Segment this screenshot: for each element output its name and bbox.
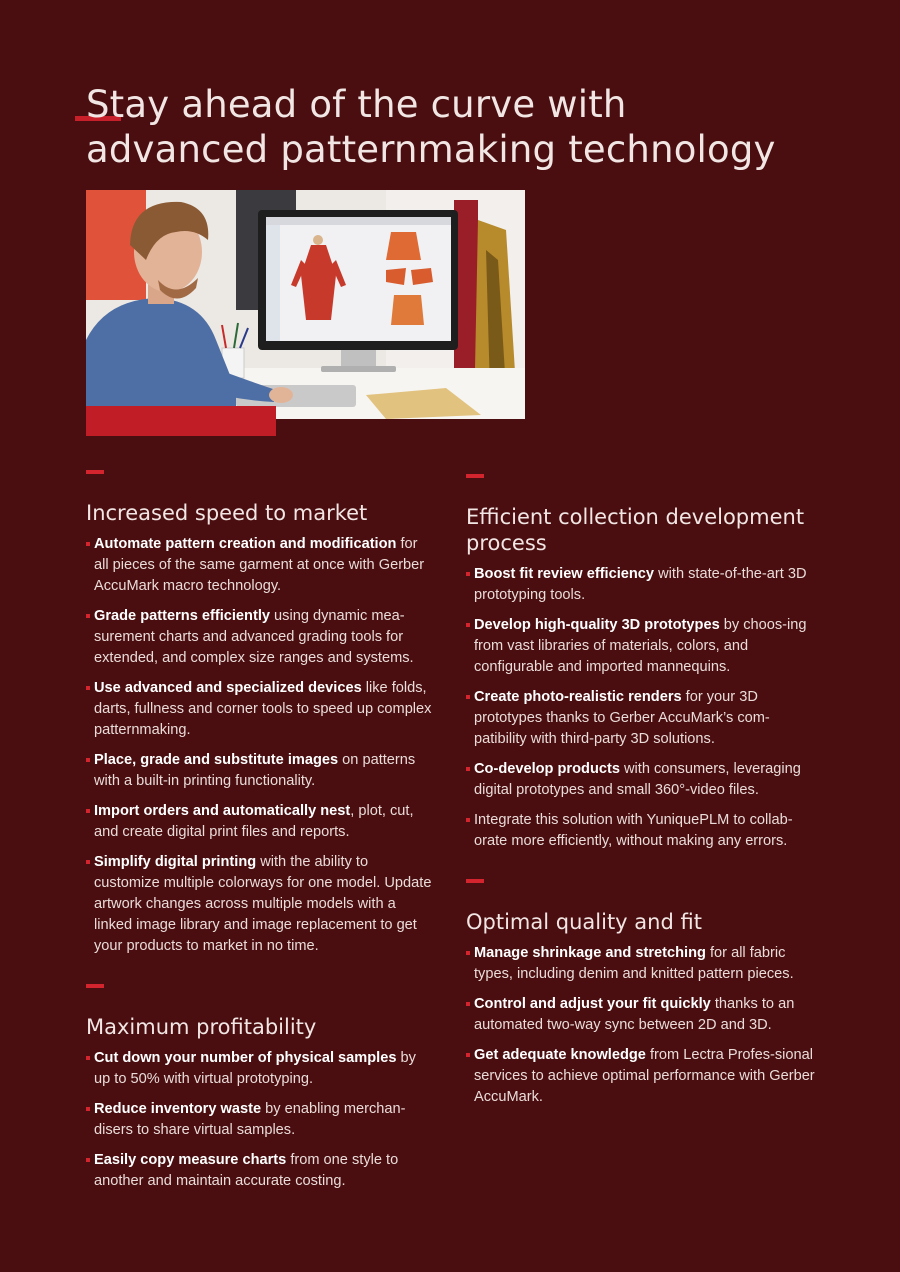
- bullet-text: thanks to an automated two-way sync between 2D and 3D.: [474, 996, 795, 1033]
- bullet-text: with state-of-the-art 3D prototyping tools.: [474, 566, 807, 603]
- list-item: [466, 687, 816, 750]
- bullet-text: for all pieces of the same garment at once with Gerber AccuMark macro technology.: [94, 536, 425, 594]
- bullet-bold: Use advanced and specialized devices: [94, 680, 362, 696]
- bullet-bold: Get adequate knowledge: [474, 1047, 646, 1063]
- list-item: [86, 1099, 436, 1141]
- section-title-collection: Efficient collection development process: [466, 505, 805, 555]
- bullet-text: with consumers, leveraging digital prototypes and small 360°-video files.: [474, 761, 801, 798]
- bullet-bold: Co-develop products: [474, 761, 620, 777]
- section-accent-bar: [466, 474, 484, 478]
- list-item: [86, 1048, 436, 1090]
- bullet-text: with the ability to customize multiple colorways for one model. Update artwork changes across multiple models with a linked image library and image replacement to get your products to market in no time.: [94, 854, 432, 954]
- page-title-line-1: Stay ahead of the curve with: [86, 83, 627, 126]
- list-item: [466, 1045, 816, 1108]
- bullet-bold: Grade patterns efficiently: [94, 608, 270, 624]
- bullet-bold: Import orders and automatically nest: [94, 803, 351, 819]
- section-title-profit: Maximum profitability: [86, 1015, 317, 1039]
- speed-bullet-list: [86, 534, 436, 957]
- bullet-bold: Manage shrinkage and stretching: [474, 945, 706, 961]
- left-column: [86, 470, 436, 1201]
- page-title-line-2: advanced patternmaking technology: [86, 128, 776, 171]
- list-item: [86, 606, 436, 669]
- bullet-bold: Automate pattern creation and modification: [94, 536, 397, 552]
- list-item: [466, 943, 816, 985]
- bullet-bold: Control and adjust your fit quickly: [474, 996, 711, 1012]
- section-title-speed: Increased speed to market: [86, 501, 368, 525]
- bullet-text: Integrate this solution with YuniquePLM to collab-orate more efficiently, without making any errors.: [474, 812, 793, 849]
- bullet-text: by choos-ing from vast libraries of materials, colors, and configurable and imported mannequins.: [474, 617, 807, 675]
- bullet-text: by enabling merchan-disers to share virtual samples.: [94, 1101, 406, 1138]
- bullet-text: like folds, darts, fullness and corner tools to speed up complex patternmaking.: [94, 680, 432, 738]
- bullet-text: using dynamic mea-surement charts and advanced grading tools for extended, and complex size ranges and systems.: [94, 608, 414, 666]
- bullet-text: by up to 50% with virtual prototyping.: [94, 1050, 416, 1087]
- bullet-bold: Boost fit review efficiency: [474, 566, 655, 582]
- profit-bullet-list: [86, 1048, 436, 1192]
- bullet-text: from one style to another and maintain accurate costing.: [94, 1152, 399, 1189]
- quality-bullet-list: [466, 943, 816, 1108]
- list-item: [86, 1150, 436, 1192]
- collection-bullet-list: [466, 564, 816, 852]
- bullet-bold: Create photo-realistic renders: [474, 689, 682, 705]
- photo-accent-bar: [86, 406, 276, 436]
- bullet-bold: Easily copy measure charts: [94, 1152, 287, 1168]
- section-accent-bar: [86, 984, 104, 988]
- right-column: [466, 474, 816, 1117]
- page-title: [86, 82, 846, 172]
- list-item: [466, 759, 816, 801]
- bullet-text: for all fabric types, including denim and knitted pattern pieces.: [474, 945, 794, 982]
- section-title-quality: Optimal quality and fit: [466, 910, 702, 934]
- list-item: [466, 994, 816, 1036]
- bullet-bold: Simplify digital printing: [94, 854, 257, 870]
- bullet-bold: Reduce inventory waste: [94, 1101, 262, 1117]
- list-item: [86, 852, 436, 957]
- bullet-text: , plot, cut, and create digital print files and reports.: [94, 803, 414, 840]
- list-item: [86, 801, 436, 843]
- designer-at-computer-image: [86, 190, 525, 419]
- section-accent-bar: [86, 470, 104, 474]
- section-accent-bar: [466, 879, 484, 883]
- bullet-text: from Lectra Profes-sional services to achieve optimal performance with Gerber AccuMark.: [474, 1047, 815, 1105]
- list-item: [466, 810, 816, 852]
- list-item: [86, 750, 436, 792]
- list-item: [86, 534, 436, 597]
- bullet-text: for your 3D prototypes thanks to Gerber AccuMark’s com-patibility with third-party 3D solutions.: [474, 689, 770, 747]
- list-item: [466, 564, 816, 606]
- bullet-bold: Cut down your number of physical samples: [94, 1050, 397, 1066]
- bullet-bold: Develop high-quality 3D prototypes: [474, 617, 720, 633]
- bullet-bold: Place, grade and substitute images: [94, 752, 339, 768]
- list-item: [466, 615, 816, 678]
- list-item: [86, 678, 436, 741]
- bullet-text: on patterns with a built-in printing functionality.: [94, 752, 416, 789]
